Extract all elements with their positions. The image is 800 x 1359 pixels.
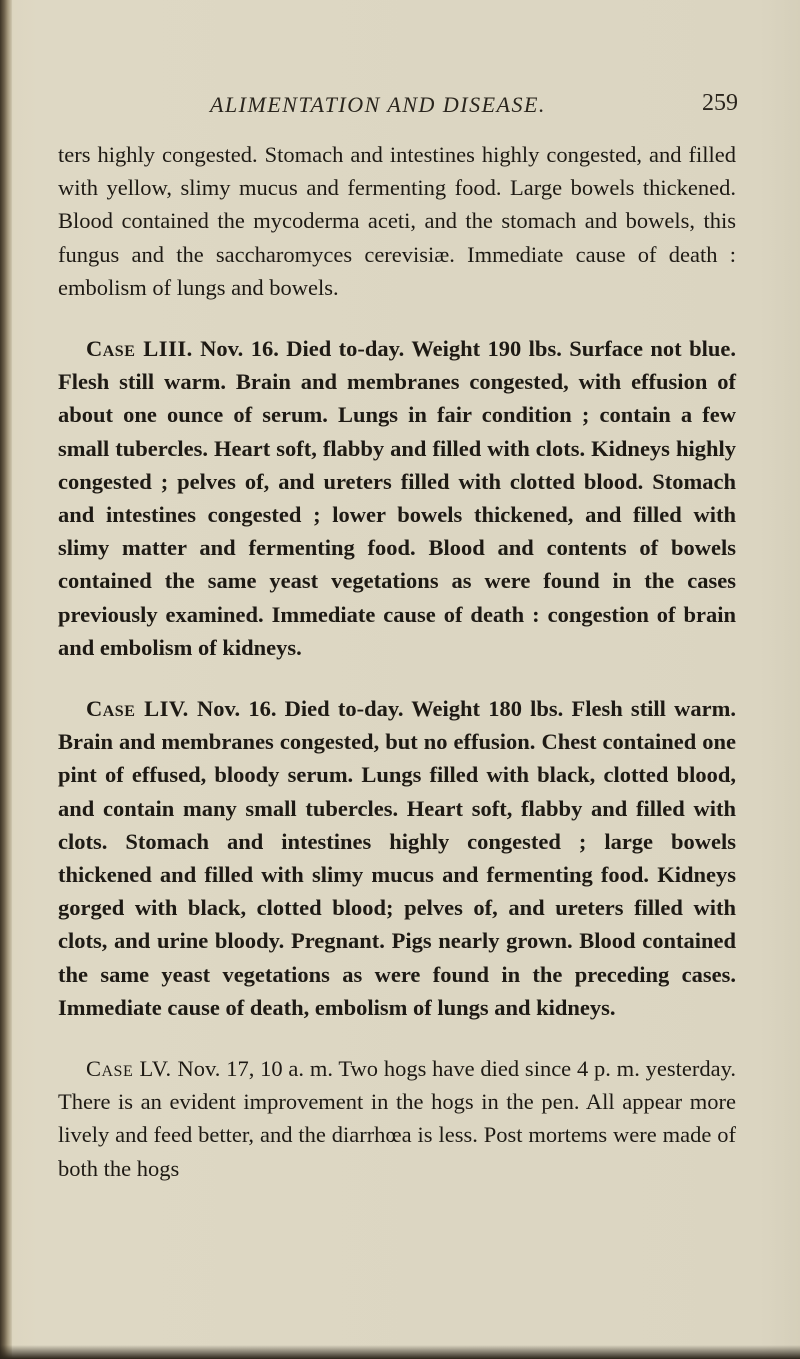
paragraph-case-liv (58, 692, 736, 1024)
paragraph-text: ters highly congested. Stomach and intestines highly congested, and filled with yellow, slimy mucus and fermenting food. Large bowels thickened. Blood contained the mycoderma aceti, and the stomach and bowels, this fungus and the saccharomyces cerevisiæ. Immediate cause of death : embolism of lungs and bowels. (58, 142, 736, 300)
running-head (0, 92, 800, 122)
case-label: Case LV. (86, 1056, 172, 1082)
paragraph-case-lv (58, 1052, 736, 1185)
running-head-title: ALIMENTATION AND DISEASE. (210, 92, 546, 117)
paragraph-text: Nov. 16. Died to-day. Weight 190 lbs. Surface not blue. Flesh still warm. Brain and membranes congested, with effusion of about one ounce of serum. Lungs in fair condition ; contain a few small tubercles. Heart soft, flabby and filled with clots. Kidneys highly congested ; pelves of, and ureters filled with clotted blood. Stomach and intestines congested ; lower bowels thickened, and filled with slimy matter and fermenting food. Blood and contents of bowels contained the same yeast vegetations as were found in the cases previously examined. Immediate cause of death : congestion of brain and embolism of kidneys. (58, 336, 736, 660)
case-label: Case LIV. (86, 696, 189, 722)
case-label: Case LIII. (86, 336, 193, 362)
page-bottom-edge (0, 1345, 800, 1359)
paragraph-continuation (58, 138, 736, 304)
page-number: 259 (702, 90, 738, 116)
paragraph-case-liii (58, 332, 736, 664)
paragraph-text: Nov. 17, 10 a. m. Two hogs have died since 4 p. m. yesterday. There is an evident improvement in the hogs in the pen. All appear more lively and feed better, and the diarrhœa is less. Post mortems were made of both the hogs (58, 1056, 736, 1181)
book-spine-shadow (0, 0, 12, 1359)
body-text (58, 138, 736, 1185)
paragraph-text: Nov. 16. Died to-day. Weight 180 lbs. Flesh still warm. Brain and membranes congested, but no effusion. Chest contained one pint of effused, bloody serum. Lungs filled with black, clotted blood, and contain many small tubercles. Heart soft, flabby and filled with clots. Stomach and intestines highly congested ; large bowels thickened and filled with slimy mucus and fermenting food. Kidneys gorged with black, clotted blood; pelves of, and ureters filled with clots, and urine bloody. Pregnant. Pigs nearly grown. Blood contained the same yeast vegetations as were found in the preceding cases. Immediate cause of death, embolism of lungs and kidneys. (58, 696, 736, 1020)
